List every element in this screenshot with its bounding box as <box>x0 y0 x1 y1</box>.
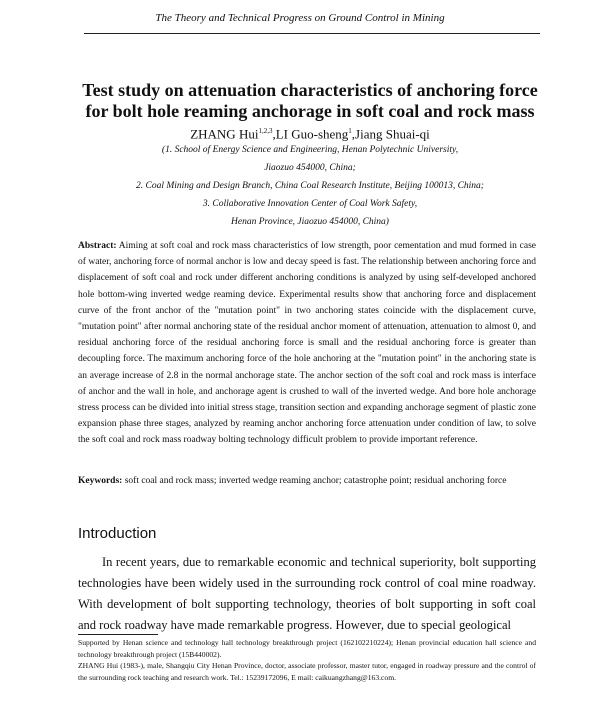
author-1-affil: 1,2,3 <box>258 127 273 135</box>
funding-note: Supported by Henan science and technology hall technology breakthrough project (162102210224); Henan provincial education hall science and technology breakthrough project (15B440002). <box>78 638 536 659</box>
author-2-affil: 1 <box>348 127 352 135</box>
affiliation-line: 2. Coal Mining and Design Branch, China Coal Research Institute, Beijing 100013, China; <box>136 181 484 191</box>
abstract-label: Abstract: <box>78 241 117 251</box>
title-line-2: for bolt hole reaming anchorage in soft coal and rock mass <box>85 101 535 121</box>
author-bio-note: ZHANG Hui (1983-), male, Shangqiu City Henan Province, doctor, associate professor, master tutor, engaged in roadway pressure and the control of the surrounding rock teaching and research work. Tel.: 15239172096, E mail: caikuangzhang@163.com. <box>78 661 536 682</box>
footnote-rule <box>78 634 158 635</box>
title-line-1: Test study on attenuation characteristics of anchoring force <box>82 80 538 100</box>
author-3: ,Jiang Shuai-qi <box>351 126 430 142</box>
affiliation-line: Henan Province, Jiaozuo 454000, China) <box>231 217 389 227</box>
author-1: ZHANG Hui <box>190 126 259 142</box>
affiliation-line: Jiaozuo 454000, China; <box>264 163 356 173</box>
intro-paragraph: In recent years, due to remarkable economic and technical superiority, bolt supporting technologies have been widely used in the surrounding rock control of coal mine roadway. With development of bolt supporting technology, theories of bolt supporting in soft coal and rock roadway have made remarkable progress. However, due to special geological <box>78 555 536 632</box>
abstract <box>78 238 536 449</box>
section-heading: Introduction <box>78 525 157 542</box>
keywords-label: Keywords: <box>78 476 123 486</box>
abstract-text: Aiming at soft coal and rock mass characteristics of low strength, poor cementation and mud formed in case of water, anchoring force of normal anchor is low and decay speed is fast. The relationship between anchoring force and displacement of soft coal and rock under different anchoring conditions is analyzed by using self-developed anchored hole bottom-wing inverted wedge reaming device. Experimental results show that anchoring force and displacement curve of the front anchor of the "mutation point" in two anchoring states coincide with the displacement curve, "mutation point" after normal anchoring state of the residual anchor moment of attenuation, attenuation to almost 0, and residual anchoring force of the residual anchoring force is small and the residual anchoring force is greater than decoupling force. The maximum anchoring force of the hole anchoring at the "mutation point" in the anchoring state is an average increase of 2.8 in the normal anchorage state. The anchor section of the soft coal and rock mass is interface of anchor and the wall in hole, and anchorage agent is crushed to wall of the inverted wedge. And bore hole anchorage stress process can be divided into initial stress stage, transition section and expanding anchorage segment of plastic zone expansion phase three stages, analyzed by reaming anchor anchoring force attenuation under condition of law, to solve the soft coal and rock mass roadway bolting technology difficult problem to provide important reference. <box>78 241 536 446</box>
paper-title <box>40 80 580 122</box>
footnote <box>78 637 536 683</box>
author-list <box>40 124 580 141</box>
affiliation-line: (1. School of Energy Science and Engineering, Henan Polytechnic University, <box>161 145 459 155</box>
affiliation-line: 3. Collaborative Innovation Center of Coal Work Safety, <box>202 199 418 209</box>
running-head: The Theory and Technical Progress on Ground Control in Mining <box>155 12 445 24</box>
header-rule <box>84 33 540 34</box>
author-2: ,LI Guo-sheng <box>272 126 349 142</box>
keywords <box>78 473 536 489</box>
keywords-text: soft coal and rock mass; inverted wedge reaming anchor; catastrophe point; residual anchoring force <box>122 476 507 486</box>
